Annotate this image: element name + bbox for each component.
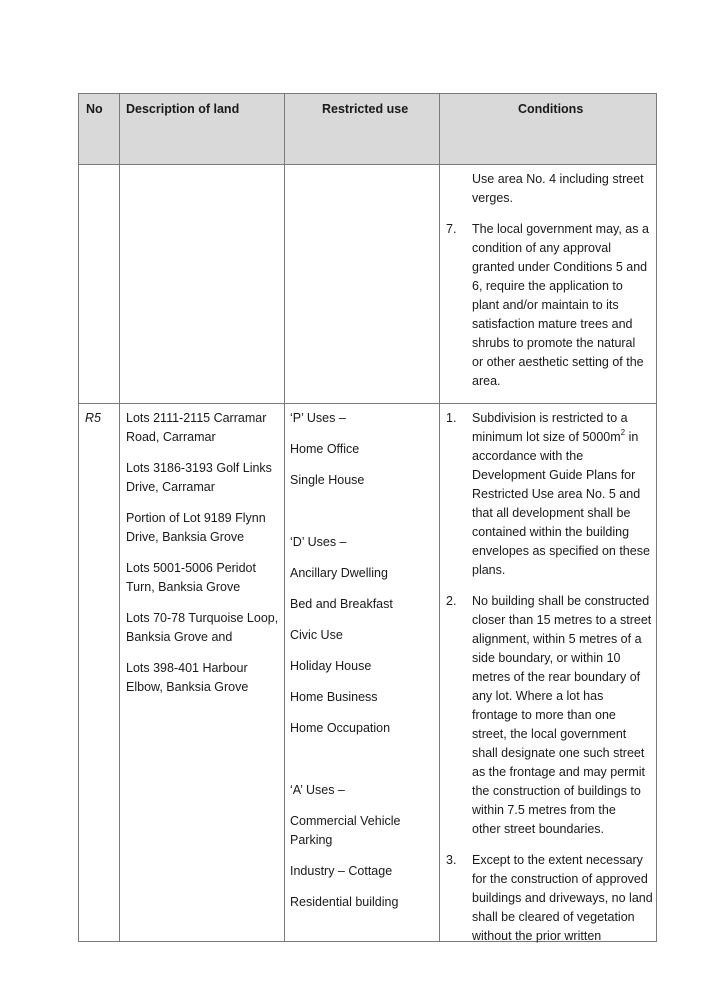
condition-line: Subdivision is restricted to a	[472, 411, 628, 425]
header-restricted-use: Restricted use	[322, 102, 409, 116]
condition-number: 1.	[446, 411, 457, 425]
condition-line: accordance with the	[472, 449, 584, 463]
condition-number: 2.	[446, 594, 457, 608]
column-divider	[284, 94, 285, 941]
condition-line: Restricted Use area No. 5 and	[472, 487, 641, 501]
condition-line: as the frontage and may permit	[472, 765, 646, 779]
use-item: Home Business	[290, 690, 378, 704]
land-line: Elbow, Banksia Grove	[126, 680, 249, 694]
condition-line: shall designate one such street	[472, 746, 645, 760]
condition-line: granted under Conditions 5 and	[472, 260, 648, 274]
condition-line: shall be cleared of vegetation	[472, 910, 635, 924]
land-line: Drive, Carramar	[126, 480, 215, 494]
condition-line: side boundary, or within 10	[472, 651, 621, 665]
column-divider	[439, 94, 440, 941]
condition-line: plant and/or maintain to its	[472, 298, 619, 312]
header-conditions: Conditions	[518, 102, 584, 116]
header-no: No	[86, 102, 103, 116]
condition-line: that all development shall be	[472, 506, 631, 520]
condition-line: without the prior written	[472, 929, 602, 943]
condition-line: or other aesthetic setting of the	[472, 355, 644, 369]
land-line: Drive, Banksia Grove	[126, 530, 245, 544]
use-heading-p: ‘P’ Uses –	[290, 411, 346, 425]
land-line: Lots 70-78 Turquoise Loop,	[126, 611, 279, 625]
condition-line: buildings and driveways, no land	[472, 891, 653, 905]
use-item: Residential building	[290, 895, 399, 909]
condition-line: alignment, within 5 metres of a	[472, 632, 642, 646]
condition-line: 6, require the application to	[472, 279, 623, 293]
condition-line: frontage to more than one	[472, 708, 616, 722]
condition-number: 3.	[446, 853, 457, 867]
use-item: Industry – Cottage	[290, 864, 393, 878]
condition-text: in	[625, 430, 639, 444]
use-item: Home Office	[290, 442, 360, 456]
use-item: Ancillary Dwelling	[290, 566, 388, 580]
condition-line: Use area No. 4 including street	[472, 172, 644, 186]
condition-text: minimum lot size of 5000m	[472, 430, 621, 444]
row-divider	[79, 403, 656, 404]
use-heading-d: ‘D’ Uses –	[290, 535, 347, 549]
condition-line	[472, 428, 638, 447]
use-item: Home Occupation	[290, 721, 391, 735]
use-item: Civic Use	[290, 628, 343, 642]
land-line: Lots 398-401 Harbour	[126, 661, 248, 675]
condition-line: closer than 15 metres to a street	[472, 613, 652, 627]
use-item: Single House	[290, 473, 365, 487]
land-line: Lots 5001-5006 Peridot	[126, 561, 256, 575]
condition-line: other street boundaries.	[472, 822, 605, 836]
use-item: Commercial Vehicle	[290, 814, 401, 828]
condition-line: metres of the rear boundary of	[472, 670, 641, 684]
header-description: Description of land	[126, 102, 240, 116]
condition-line: contained within the building	[472, 525, 630, 539]
condition-line: plans.	[472, 563, 506, 577]
condition-line: the construction of buildings to	[472, 784, 641, 798]
condition-line: verges.	[472, 191, 513, 205]
condition-line: any lot. Where a lot has	[472, 689, 604, 703]
condition-line: street, the local government	[472, 727, 627, 741]
row-number: R5	[85, 411, 101, 425]
land-line: Lots 2111-2115 Carramar	[126, 411, 267, 425]
condition-line: area.	[472, 374, 501, 388]
condition-line: satisfaction mature trees and	[472, 317, 633, 331]
use-heading-a: ‘A’ Uses –	[290, 783, 345, 797]
land-line: Turn, Banksia Grove	[126, 580, 241, 594]
land-line: Lots 3186-3193 Golf Links	[126, 461, 272, 475]
condition-line: No building shall be constructed	[472, 594, 650, 608]
land-line: Portion of Lot 9189 Flynn	[126, 511, 266, 525]
condition-line: Development Guide Plans for	[472, 468, 636, 482]
condition-line: condition of any approval	[472, 241, 611, 255]
condition-line: Except to the extent necessary	[472, 853, 643, 867]
land-line: Banksia Grove and	[126, 630, 233, 644]
use-item: Parking	[290, 833, 333, 847]
land-line: Road, Carramar	[126, 430, 216, 444]
condition-line: shrubs to promote the natural	[472, 336, 636, 350]
condition-line: envelopes as specified on these	[472, 544, 650, 558]
condition-number: 7.	[446, 222, 457, 236]
superscript: 2	[620, 428, 626, 437]
use-item: Holiday House	[290, 659, 372, 673]
condition-line: The local government may, as a	[472, 222, 649, 236]
condition-line: within 7.5 metres from the	[472, 803, 616, 817]
condition-line: for the construction of approved	[472, 872, 648, 886]
use-item: Bed and Breakfast	[290, 597, 393, 611]
column-divider	[119, 94, 120, 941]
restricted-use-table	[78, 93, 657, 942]
